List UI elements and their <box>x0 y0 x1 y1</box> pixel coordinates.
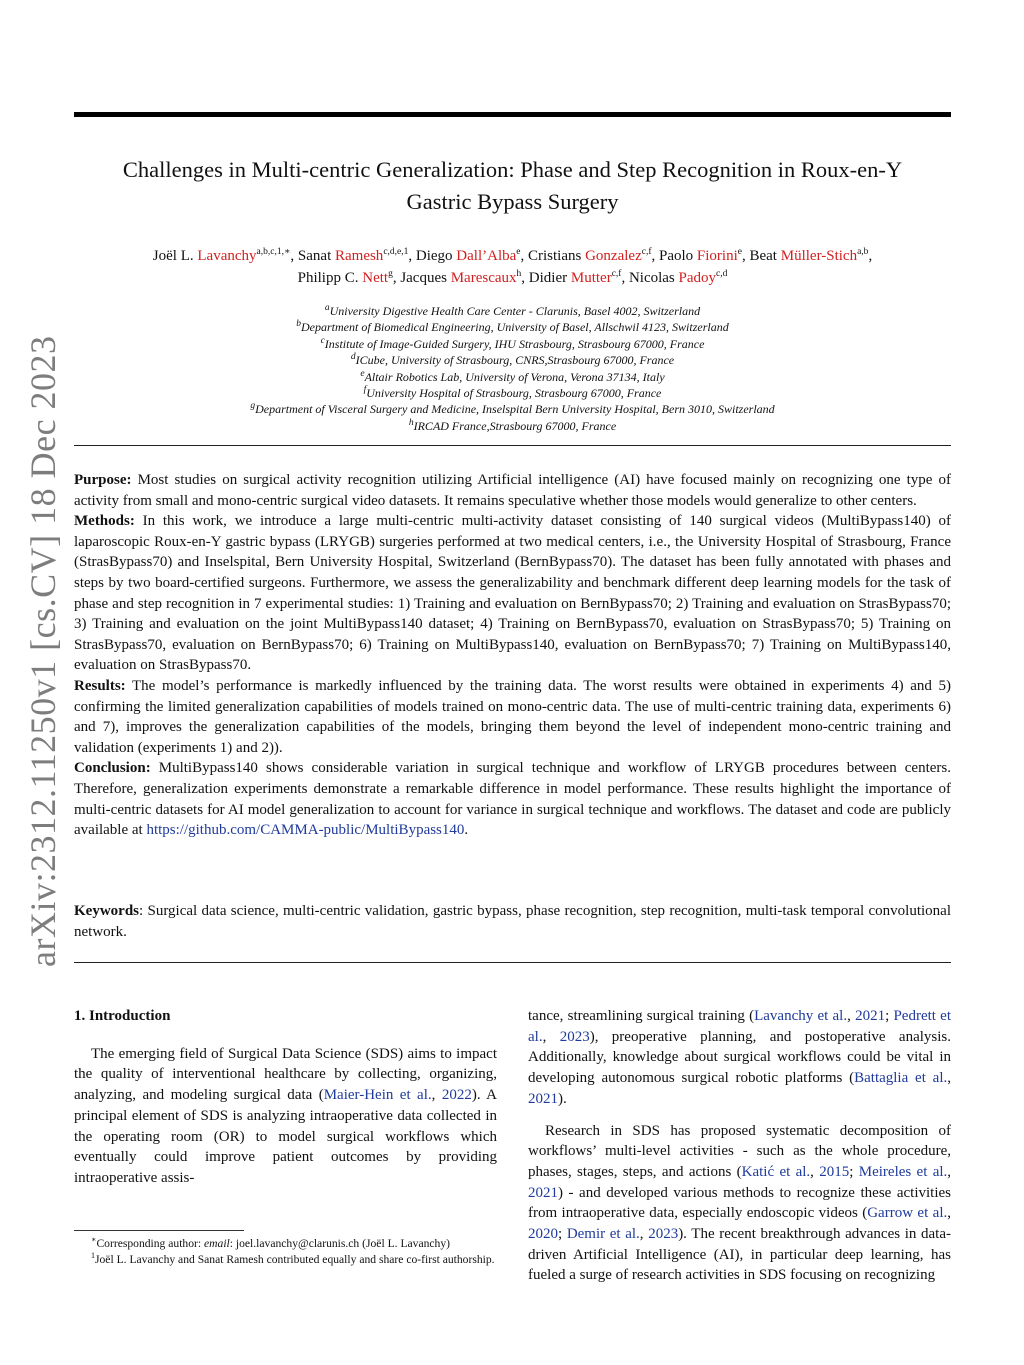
body-text: The emerging field of Surgical Data Science (SDS) aims to impact the quality of interventional healthcare by collecting, organizing, analyzing, and modeling surgical data ( <box>74 1045 497 1104</box>
citation-year[interactable]: 2021 <box>528 1090 558 1107</box>
citation-year[interactable]: 2020 <box>528 1226 558 1243</box>
body-text: ; <box>849 1163 859 1180</box>
keywords-text: : Surgical data science, multi-centric validation, gastric bypass, phase recognition, step recognition, multi-task temporal convolutional network. <box>74 903 951 940</box>
affiliation-text: IRCAD France,Strasbourg 67000, France <box>413 418 617 433</box>
affiliation-text: ICube, University of Strasbourg, CNRS,Strasbourg 67000, France <box>355 353 675 368</box>
affiliation <box>74 352 951 368</box>
conclusion-text: MultiBypass140 shows considerable variation in surgical technique and workflow of LRYGB procedures between centers. Therefore, generalization experiments demonstrate a remarkable difference in model performance. These results highlight the importance of multi-centric datasets for AI model generalization to account for variance in surgical technique and workflows. The dataset and code are publicly available at <box>74 760 951 839</box>
left-column <box>74 1006 497 1189</box>
author-marescaux[interactable]: Marescaux <box>450 270 517 286</box>
citation-year[interactable]: 2021 <box>855 1008 886 1024</box>
citation-year[interactable]: 2023 <box>559 1028 590 1045</box>
affiliation-mark: b <box>296 319 301 330</box>
abstract-methods <box>74 511 951 676</box>
title-line-1: Challenges in Multi-centric Generalization: Phase and Step Recognition in Roux-en-Y <box>122 157 903 182</box>
author-text: , Sanat <box>290 248 335 264</box>
footnote-mark: 1 <box>91 1251 95 1261</box>
right-column <box>528 1006 951 1286</box>
author-text: , Paolo <box>651 248 697 264</box>
purpose-text: Most studies on surgical activity recognition utilizing Artificial intelligence (AI) have focused mainly on recognizing one type of activity from small and mono-centric surgical video datasets. It remains speculative whether those models would generalize to other centers. <box>74 472 951 509</box>
body-text: ; <box>885 1008 894 1024</box>
affiliation-text: Institute of Image-Guided Surgery, IHU Strasbourg, Strasbourg 67000, France <box>324 336 705 351</box>
paper-title <box>74 154 951 218</box>
intro-paragraph-1 <box>74 1044 497 1189</box>
author-text: , <box>868 248 873 264</box>
author-muller-stich[interactable]: Müller-Stich <box>780 248 858 264</box>
footnote-mark: ∗ <box>91 1235 97 1245</box>
footnote-rule <box>74 1230 244 1231</box>
dataset-link[interactable]: https://github.com/CAMMA-public/MultiBypass140 <box>146 822 465 839</box>
affiliation-text: Department of Biomedical Engineering, University of Basel, Allschwil 4123, Switzerland <box>301 320 729 335</box>
citation-demir[interactable]: Demir et al. <box>566 1226 640 1243</box>
section-heading-introduction: 1. Introduction <box>74 1008 171 1024</box>
footnote-text: Corresponding author: <box>96 1237 204 1250</box>
body-text: , <box>810 1163 820 1180</box>
affiliation-mark: g <box>250 401 256 412</box>
arxiv-stamp: arXiv:2312.11250v1 [cs.CV] 18 Dec 2023 <box>23 335 63 967</box>
citation-meireles[interactable]: Meireles et al. <box>858 1163 948 1180</box>
body-text: Research in SDS has proposed systematic decomposition of workflows’ multi-level activities - such as the whole procedure, phases, stages, steps, and actions ( <box>528 1122 951 1180</box>
conclusion-label: Conclusion: <box>74 760 151 777</box>
footnote-email-label: email <box>204 1237 230 1250</box>
abstract-conclusion <box>74 758 951 840</box>
citation-battaglia[interactable]: Battaglia et al. <box>854 1070 948 1087</box>
author-sup: a,b <box>857 247 869 257</box>
abstract-purpose <box>74 470 951 511</box>
citation-pedrett[interactable]: Pedrett et al. <box>528 1008 951 1045</box>
methods-text: In this work, we introduce a large multi-centric multi-activity dataset consisting of 140 surgical videos (MultiBypass140) of laparoscopic Roux-en-Y gastric bypass (LRYGB) surgeries performed at two medical centers, i.e., the University Hospital of Strasbourg, France (StrasBypass70) and Inselspital, Bern University Hospital, Switzerland (BernBypass70). The dataset has been fully annotated with phases and steps by two board-certified surgeons. Furthermore, we assess the generalizability and benchmark different deep learning models for the task of phase and step recognition in 7 experimental studies: 1) Training and evaluation on BernBypass70; 2) Training and evaluation on StrasBypass70; 3) Training and evaluation on the joint MultiBypass140 dataset; 4) Training on BernBypass70, evaluation on StrasBypass70; 5) Training on StrasBypass70, evaluation on BernBypass70; 6) Training on MultiBypass140, evaluation on BernBypass70; 7) Training on MultiBypass140, evaluation on StrasBypass70. <box>74 513 951 674</box>
citation-year[interactable]: 2015 <box>819 1163 850 1180</box>
affiliation-mark: f <box>363 385 367 396</box>
intro-paragraph-2 <box>528 1121 951 1287</box>
author-sup: e <box>516 247 521 257</box>
keywords <box>74 901 951 942</box>
author-ramesh[interactable]: Ramesh <box>334 248 384 264</box>
author-sup: h <box>516 269 522 279</box>
body-text: , <box>847 1008 856 1024</box>
top-rule <box>74 112 951 117</box>
author-text: , Nicolas <box>621 270 679 286</box>
author-text: , Jacques <box>392 270 451 286</box>
body-text: ). <box>558 1090 567 1107</box>
citation-maier-hein[interactable]: Maier-Hein et al. <box>323 1087 432 1104</box>
author-lavanchy[interactable]: Lavanchy <box>197 248 257 264</box>
author-text: , Cristians <box>520 248 586 264</box>
author-sup: g <box>388 269 393 279</box>
citation-katic[interactable]: Katić et al. <box>741 1163 811 1180</box>
author-text: Joël L. <box>152 248 198 264</box>
author-text: Philipp C. <box>297 270 363 286</box>
affiliation-mark: c <box>320 335 325 346</box>
body-text: ). The recent breakthrough advances in data-driven Artificial Intelligence (AI), in particular deep learning, has fueled a surge of research activities in SDS focusing on recognizing <box>528 1226 951 1284</box>
footnote-corresponding <box>74 1236 497 1252</box>
body-text: ), preoperative planning, and postoperative analysis. Additionally, knowledge about surgical workflows could be vital in developing autonomous surgical robotic platforms ( <box>528 1028 951 1087</box>
affiliation-text: Altair Robotics Lab, University of Verona, Verona 37134, Italy <box>364 369 665 384</box>
affiliation-text: Department of Visceral Surgery and Medicine, Inselspital Bern University Hospital, Bern 3010, Switzerland <box>255 402 775 417</box>
affiliation-mark: e <box>360 368 365 379</box>
affiliation-text: University Digestive Health Care Center - Clarunis, Basel 4002, Switzerland <box>329 304 701 318</box>
author-sup: c,d,e,1 <box>383 247 409 257</box>
footnote-text: Joël L. Lavanchy and Sanat Ramesh contributed equally and share co-first authorship. <box>95 1253 495 1266</box>
results-label: Results: <box>74 677 126 694</box>
affiliation-mark: d <box>350 352 356 363</box>
intro-paragraph-1-continued <box>528 1006 951 1110</box>
citation-lavanchy[interactable]: Lavanchy et al. <box>754 1008 848 1024</box>
author-text: , Beat <box>741 248 781 264</box>
citation-year[interactable]: 2022 <box>441 1087 472 1104</box>
conclusion-end: . <box>464 822 469 839</box>
body-text: ; <box>558 1226 567 1243</box>
purpose-label: Purpose: <box>74 472 132 488</box>
author-fiorini[interactable]: Fiorini <box>696 248 738 264</box>
author-sup: e <box>737 247 742 257</box>
body-text: , <box>542 1028 560 1045</box>
body-text: tance, streamlining surgical training ( <box>528 1008 755 1024</box>
abstract-top-rule <box>74 445 951 446</box>
affiliation <box>74 336 951 352</box>
affiliation <box>74 401 951 417</box>
author-sup: c,f <box>611 269 622 279</box>
results-text: The model’s performance is markedly influenced by the training data. The worst results were obtained in experiments 4) and 5) confirming the limited generalization capabilities of models trained on mono-centric data. The use of multi-centric training data, experiments 6) and 7), improves the generalization capabilities of the models, bringing them beyond the level of independent mono-centric training and validation (experiments 1) and 2)). <box>74 677 951 756</box>
methods-label: Methods: <box>74 513 135 530</box>
affiliation <box>74 385 951 401</box>
author-list <box>74 245 951 289</box>
affiliation-text: University Hospital of Strasbourg, Strasbourg 67000, France <box>366 386 662 401</box>
body-text: , <box>947 1070 951 1087</box>
affiliation-mark: h <box>408 417 414 428</box>
body-text: , <box>947 1163 952 1180</box>
author-gonzalez[interactable]: Gonzalez <box>585 248 642 264</box>
affiliation <box>74 319 951 335</box>
author-sup: c,d <box>716 269 728 279</box>
author-sup: c,f <box>641 247 652 257</box>
body-text: , <box>947 1205 951 1222</box>
abstract-bottom-rule <box>74 962 951 963</box>
citation-garrow[interactable]: Garrow et al. <box>867 1205 948 1222</box>
body-text: , <box>431 1087 442 1104</box>
body-text: ) - and developed various methods to recognize these activities from intraoperative data, especially endoscopic videos ( <box>528 1184 951 1222</box>
footnote-text: : joel.lavanchy@clarunis.ch (Joël L. Lavanchy) <box>229 1237 451 1250</box>
affiliation-mark: a <box>324 303 330 313</box>
keywords-label: Keywords <box>74 903 139 919</box>
author-mutter[interactable]: Mutter <box>570 270 612 286</box>
footnotes <box>74 1236 497 1268</box>
title-line-2: Gastric Bypass Surgery <box>406 189 619 214</box>
abstract <box>74 470 951 841</box>
author-text: , Diego <box>408 248 457 264</box>
body-text: , <box>639 1226 649 1243</box>
author-dallalba[interactable]: Dall’Alba <box>456 248 517 264</box>
abstract-results <box>74 676 951 758</box>
author-line-2 <box>74 267 951 289</box>
affiliation-list <box>74 303 951 434</box>
citation-year[interactable]: 2021 <box>528 1184 558 1201</box>
author-padoy[interactable]: Padoy <box>678 270 717 286</box>
footnote-equal-contribution <box>74 1252 497 1268</box>
author-sup: a,b,c,1,∗ <box>256 247 291 257</box>
author-nett[interactable]: Nett <box>362 270 389 286</box>
author-line-1 <box>74 245 951 267</box>
affiliation <box>74 418 951 434</box>
citation-year[interactable]: 2023 <box>648 1226 679 1243</box>
affiliation <box>74 303 951 319</box>
body-text: ). A principal element of SDS is analyzing intraoperative data collected in the operating room (OR) to model surgical workflows which eventually could improve patient outcomes by providing intraoperative assis- <box>74 1087 498 1186</box>
affiliation <box>74 369 951 385</box>
author-text: , Didier <box>521 270 571 286</box>
